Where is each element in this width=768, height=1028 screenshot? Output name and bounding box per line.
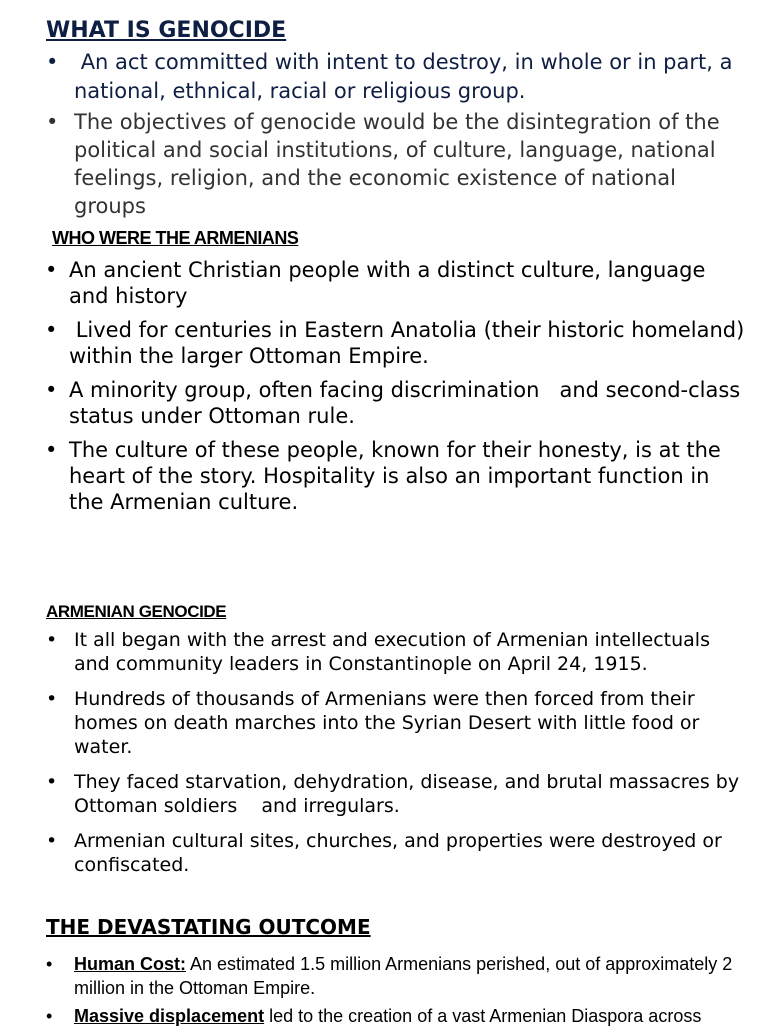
list-item <box>46 952 746 1000</box>
item-lead: Massive displacement <box>74 1006 265 1026</box>
list-item <box>45 437 746 515</box>
item-text: An estimated 1.5 million Armenians perished, out of approximately 2 million in the Ottoman Empire. <box>74 954 738 998</box>
bullet: • <box>45 438 58 462</box>
item-text: An act committed with intent to destroy, in whole or in part, a national, ethnical, racial or religious group. <box>74 50 740 103</box>
bullet: • <box>46 50 59 74</box>
bullet-list <box>46 48 746 220</box>
bullet: • <box>46 688 58 710</box>
list-item <box>46 108 746 220</box>
item-text: An ancient Christian people with a distinct culture, language and history <box>69 258 706 308</box>
list-item <box>46 770 746 818</box>
list-item <box>45 257 746 309</box>
list-item <box>46 829 746 877</box>
list-item <box>45 317 752 369</box>
bullet: • <box>46 830 58 852</box>
section-who-were-armenians <box>45 227 752 515</box>
bullet: • <box>45 378 58 402</box>
list-item <box>46 48 746 106</box>
section-title: WHO WERE THE ARMENIANS <box>52 228 299 248</box>
section-title: WHAT IS GENOCIDE <box>46 18 287 43</box>
item-text: Armenian cultural sites, churches, and properties were destroyed or confiscated. <box>74 830 722 876</box>
bullet: • <box>46 771 58 793</box>
list-item <box>46 687 746 759</box>
bullet: • <box>45 318 58 342</box>
item-lead: Human Cost: <box>74 954 186 974</box>
section-title: THE DEVASTATING OUTCOME <box>46 915 371 939</box>
list-item <box>45 377 747 429</box>
bullet-list <box>46 628 746 877</box>
section-title: ARMENIAN GENOCIDE <box>46 602 227 621</box>
section-armenian-genocide <box>46 601 746 877</box>
item-text: led to the creation of a vast Armenian Diaspora across <box>264 1006 702 1026</box>
section-devastating-outcome <box>46 914 746 1028</box>
bullet: • <box>46 954 53 974</box>
bullet: • <box>46 629 58 651</box>
item-text: A minority group, often facing discrimination and second-class status under Ottoman rule. <box>69 378 747 428</box>
bullet-list <box>46 952 746 1028</box>
bullet: • <box>46 110 59 134</box>
item-text: The objectives of genocide would be the disintegration of the political and social institutions, of culture, language, national feelings, religion, and the economic existence of national groups <box>74 110 720 218</box>
bullet: • <box>45 258 58 282</box>
section-what-is-genocide <box>46 18 746 220</box>
bullet-list <box>45 257 752 515</box>
list-item <box>46 628 746 676</box>
bullet: • <box>46 1006 53 1026</box>
item-text: They faced starvation, dehydration, disease, and brutal massacres by Ottoman soldiers and irregulars. <box>74 771 746 817</box>
list-item <box>46 1004 746 1028</box>
item-text: It all began with the arrest and execution of Armenian intellectuals and community leaders in Constantinople on April 24, 1915. <box>74 629 710 675</box>
item-text: The culture of these people, known for their honesty, is at the heart of the story. Hospitality is also an important function in the Armenian culture. <box>69 438 721 514</box>
item-text: Hundreds of thousands of Armenians were then forced from their homes on death marches into the Syrian Desert with little food or water. <box>74 688 700 758</box>
item-text: Lived for centuries in Eastern Anatolia (their historic homeland) within the larger Ottoman Empire. <box>69 318 752 368</box>
